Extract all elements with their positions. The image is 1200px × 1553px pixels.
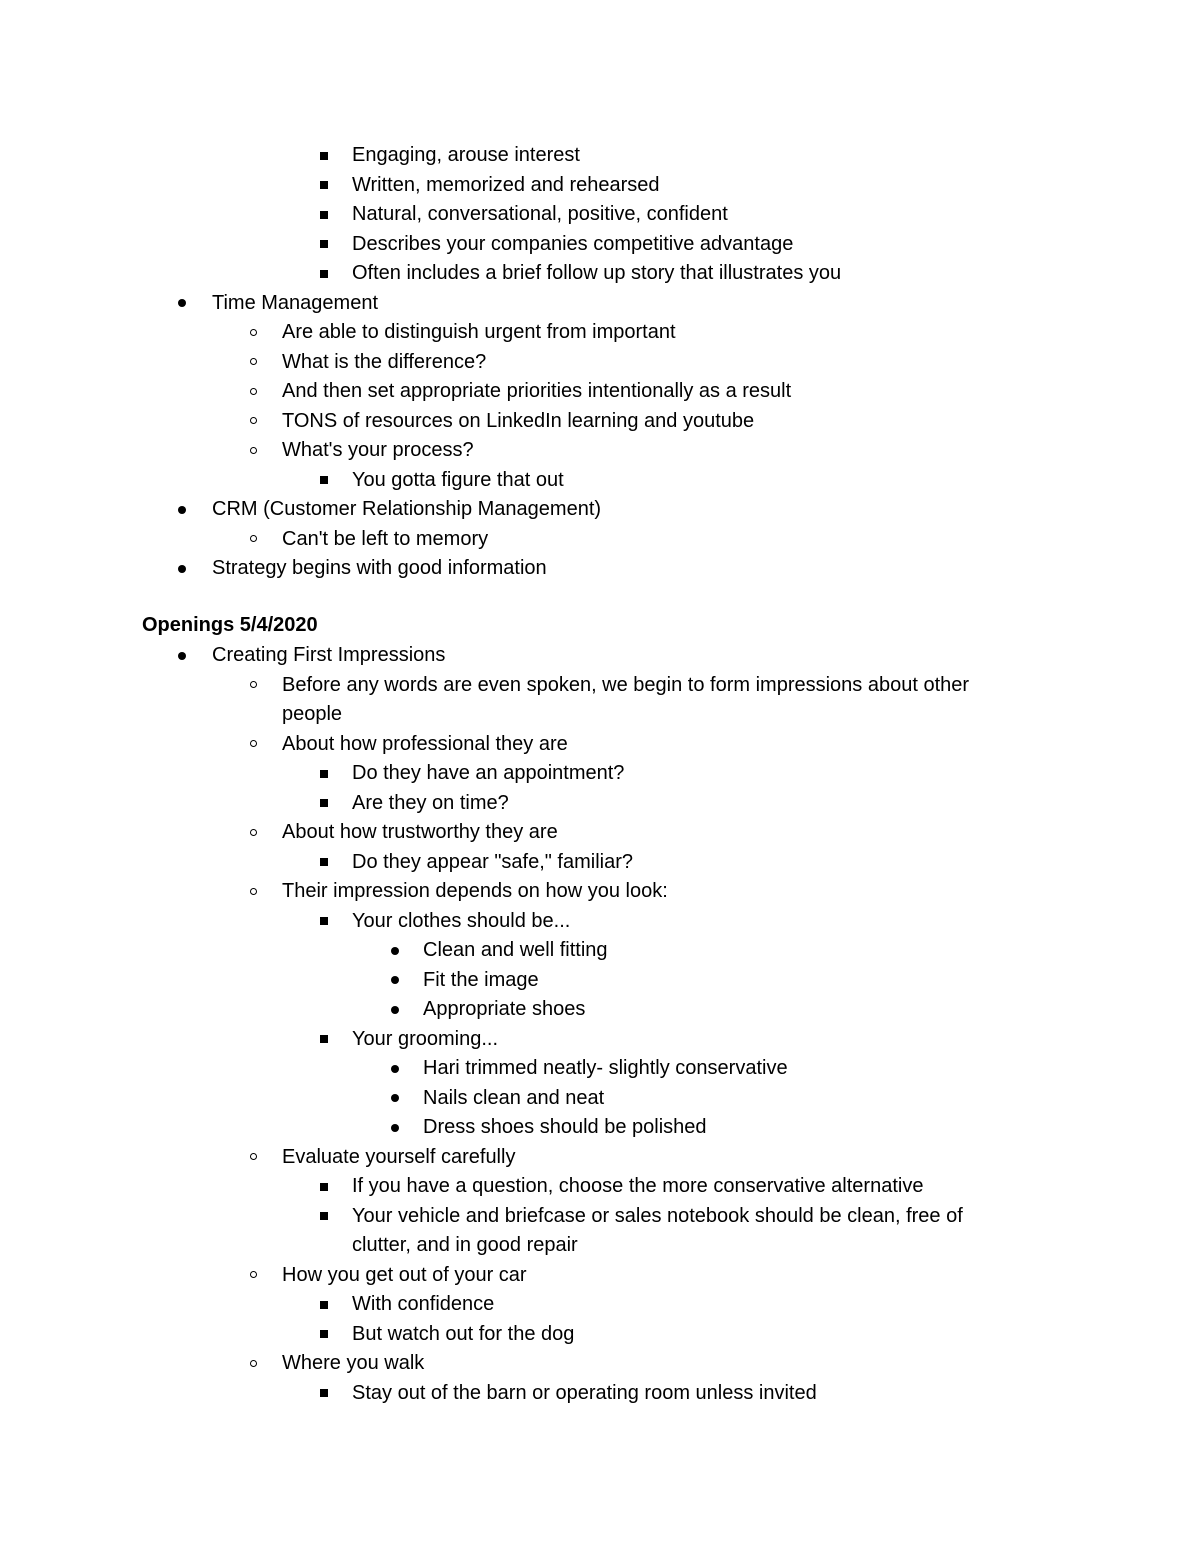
list-item-text: But watch out for the dog [352,1322,575,1345]
list-item-text: Their impression depends on how you look: [282,880,668,902]
list-item-text: Natural, conversational, positive, confident [352,203,728,225]
list-item-text: What is the difference? [282,350,487,373]
list-item-text: Often includes a brief follow up story that illustrates you [352,262,842,284]
section-heading: Openings 5/4/2020 [142,614,318,636]
disc-bullet-icon [178,565,186,573]
list-item-text: How you get out of your car [282,1263,527,1286]
square-bullet-icon [320,1035,328,1043]
circle-bullet-icon [250,447,257,454]
list-item-text: And then set appropriate priorities intentionally as a result [282,380,792,402]
circle-bullet-icon [250,740,257,747]
disc-bullet-icon [391,1094,399,1102]
square-bullet-icon [320,1330,328,1338]
circle-bullet-icon [250,388,257,395]
circle-bullet-icon [250,535,257,542]
list-item-text: Before any words are even spoken, we begin to form impressions about other [282,673,970,696]
circle-bullet-icon [250,681,257,688]
square-bullet-icon [320,1301,328,1309]
list-item-text: What's your process? [282,439,474,461]
list-item-text: Describes your companies competitive advantage [352,232,794,255]
circle-bullet-icon [250,1271,257,1278]
square-bullet-icon [320,1389,328,1397]
square-bullet-icon [320,211,328,219]
list-item-text: Stay out of the barn or operating room unless invited [352,1381,817,1404]
list-item-text: You gotta figure that out [352,468,564,491]
disc-bullet-icon [178,652,186,660]
square-bullet-icon [320,1183,328,1191]
list-item-text: About how professional they are [282,732,568,755]
circle-bullet-icon [250,829,257,836]
circle-bullet-icon [250,329,257,336]
list-item-text: Creating First Impressions [212,644,446,666]
square-bullet-icon [320,476,328,484]
disc-bullet-icon [391,1124,399,1132]
list-item-text: Written, memorized and rehearsed [352,173,660,196]
list-item-text: Are they on time? [352,791,509,814]
circle-bullet-icon [250,1360,257,1367]
list-item-text: Are able to distinguish urgent from important [282,321,676,343]
list-item-text: Your vehicle and briefcase or sales notebook should be clean, free of [352,1204,963,1227]
square-bullet-icon [320,240,328,248]
list-item-text: Your clothes should be... [352,909,571,932]
disc-bullet-icon [391,1006,399,1014]
list-item-text: TONS of resources on LinkedIn learning and youtube [282,409,755,432]
square-bullet-icon [320,770,328,778]
list-item-text: Do they appear "safe," familiar? [352,850,634,873]
square-bullet-icon [320,858,328,866]
square-bullet-icon [320,152,328,160]
square-bullet-icon [320,1212,328,1220]
list-item-text: Your grooming... [352,1027,499,1050]
square-bullet-icon [320,799,328,807]
list-item-text: Hari trimmed neatly- slightly conservative [423,1057,788,1079]
disc-bullet-icon [391,947,399,955]
list-item-text: Strategy begins with good information [212,557,547,579]
list-item-text: If you have a question, choose the more conservative alternative [352,1175,924,1197]
list-item-text: Evaluate yourself carefully [282,1145,516,1168]
disc-bullet-icon [178,506,186,514]
square-bullet-icon [320,181,328,189]
list-item-text: Where you walk [282,1352,425,1374]
list-item-text: Fit the image [423,968,539,991]
list-item-text: Do they have an appointment? [352,762,625,784]
disc-bullet-icon [391,1065,399,1073]
disc-bullet-icon [178,299,186,307]
square-bullet-icon [320,270,328,278]
list-item-text: With confidence [352,1293,495,1315]
list-item-text: CRM (Customer Relationship Management) [212,498,602,520]
circle-bullet-icon [250,1153,257,1160]
list-item-text: About how trustworthy they are [282,821,558,843]
circle-bullet-icon [250,888,257,895]
list-item-text: Clean and well fitting [423,939,608,961]
circle-bullet-icon [250,417,257,424]
circle-bullet-icon [250,358,257,365]
list-item-text: Engaging, arouse interest [352,144,580,166]
list-item-text: clutter, and in good repair [352,1234,578,1256]
list-item-text: Dress shoes should be polished [423,1116,707,1138]
list-item-text: Time Management [212,291,378,314]
list-item-text: Can't be left to memory [282,527,489,550]
list-item-text: Appropriate shoes [423,998,586,1020]
list-item-text: people [282,703,343,725]
list-item-text: Nails clean and neat [423,1086,605,1109]
disc-bullet-icon [391,976,399,984]
square-bullet-icon [320,917,328,925]
